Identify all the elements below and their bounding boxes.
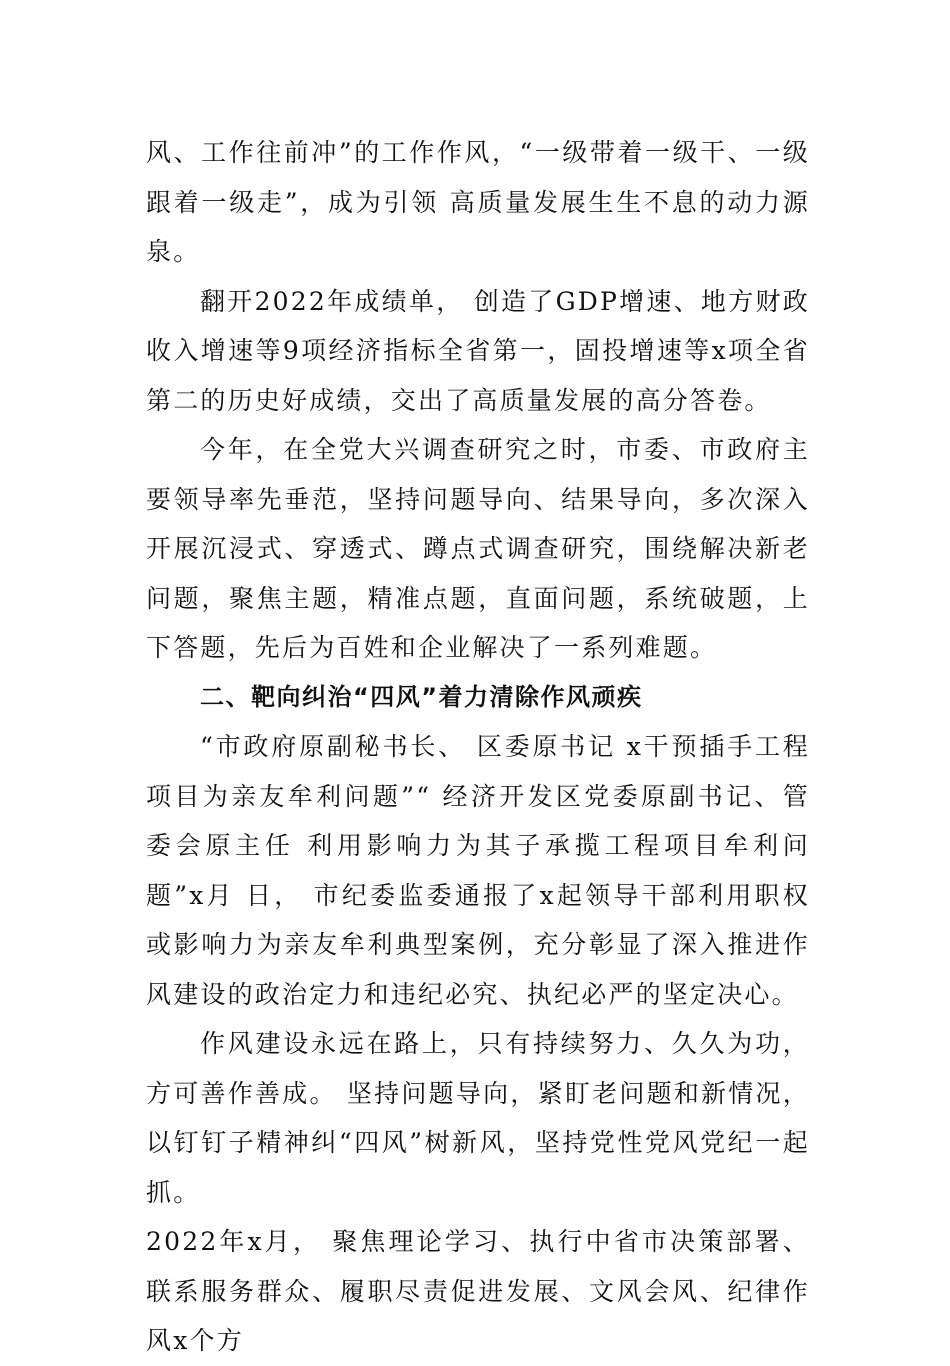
- section-heading: 二、靶向纠治“四风”着力清除作风顽疾: [200, 682, 643, 711]
- paragraph-4: “市政府原副秘书长、 区委原书记 x干预插手工程项目为亲友牟利问题”“ 经济开发区党委原副书记、管委会原主任 利用影响力为其子承揽工程项目牟利问题”x月 日， 市纪委监委通报了x起领导干部利用职权或影响力为亲友牟利典型案例，充分彰显了深入推进作风建设的政治定力和违纪必究、执纪必严的坚定决心。: [146, 732, 810, 1009]
- paragraph-3: 今年，在全党大兴调查研究之时，市委、市政府主要领导率先垂范，坚持问题导向、结果导向，多次深入开展沉浸式、穿透式、蹲点式调查研究，围绕解决新老问题，聚焦主题，精准点题，直面问题，系统破题，上下答题，先后为百姓和企业解决了一系列难题。: [146, 435, 810, 662]
- paragraph-2: 翻开2022年成绩单， 创造了GDP增速、地方财政收入增速等9项经济指标全省第一，固投增速等x项全省第二的历史好成绩，交出了高质量发展的高分答卷。: [146, 286, 810, 415]
- paragraph-5: 作风建设永远在路上，只有持续努力、久久为功，方可善作善成。 坚持问题导向，紧盯老问题和新情况，以钉钉子精神纠“四风”树新风，坚持党性党风党纪一起抓。: [146, 1029, 810, 1207]
- document-body: [146, 128, 810, 1366]
- paragraph-6: 2022年x月， 聚焦理论学习、执行中省市决策部署、联系服务群众、履职尽责促进发展、文风会风、纪律作风x个方: [146, 1227, 810, 1355]
- paragraph-1: 风、工作往前冲”的工作作风，“一级带着一级干、一级跟着一级走”，成为引领 高质量发展生生不息的动力源泉。: [146, 138, 810, 266]
